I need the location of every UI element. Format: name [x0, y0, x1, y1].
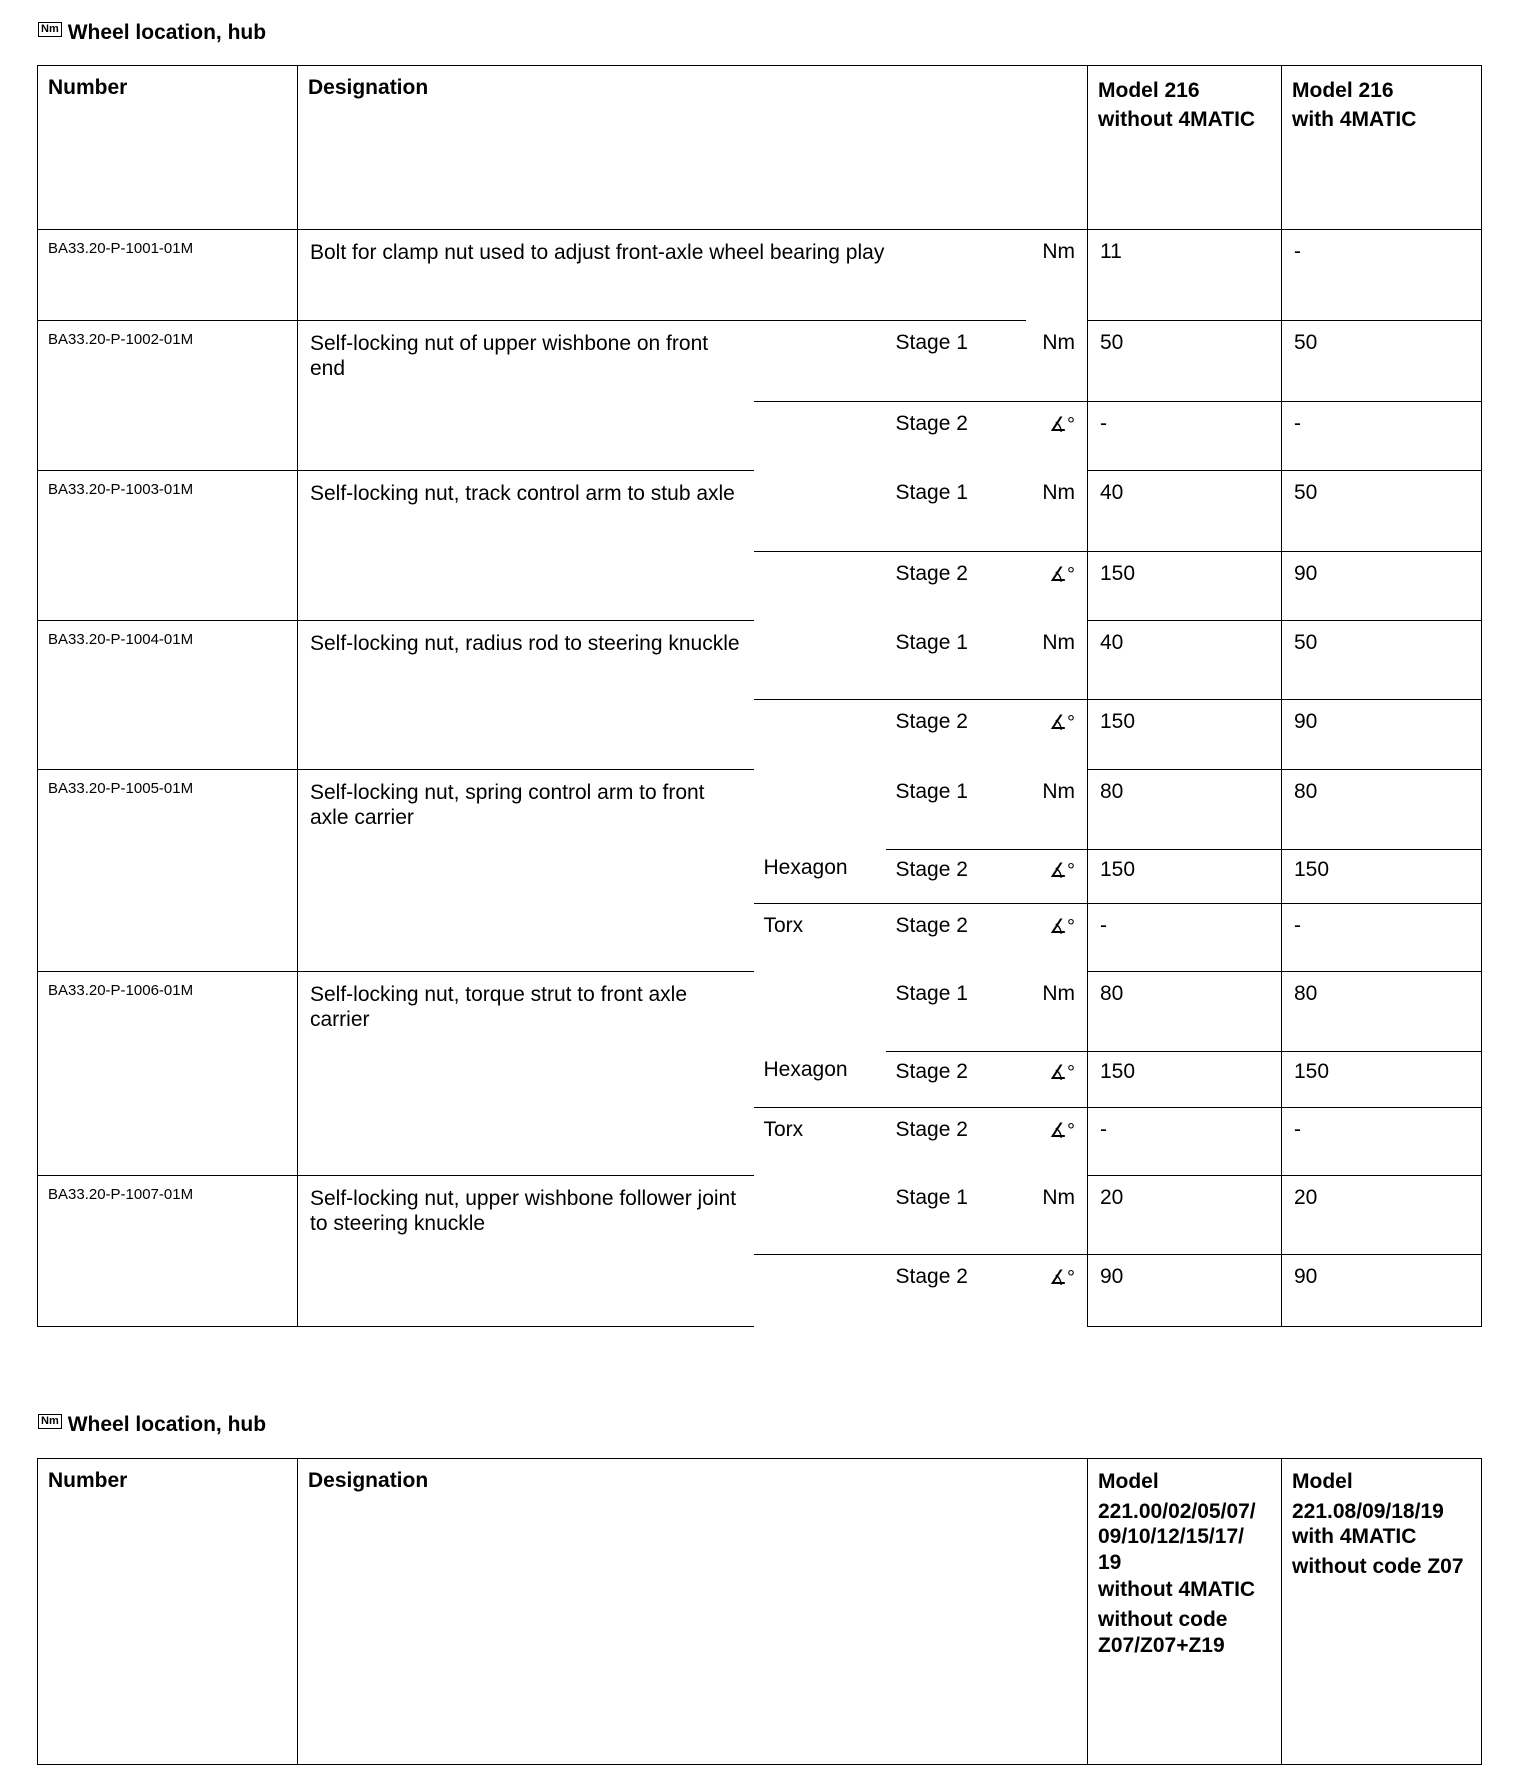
variant-label: Torx — [754, 904, 886, 972]
value-without-4matic: 150 — [1088, 700, 1282, 770]
section-title-text: Wheel location, hub — [67, 1413, 267, 1436]
value-with-4matic: 150 — [1282, 850, 1482, 904]
section-title — [38, 20, 266, 46]
table-row — [38, 471, 1482, 552]
stage-label: Stage 1 — [895, 480, 968, 504]
value-with-4matic: - — [1282, 1108, 1482, 1176]
value-with-4matic: 20 — [1282, 1176, 1482, 1255]
torque-nm-icon: Nm — [38, 22, 62, 37]
stage-label: Stage 1 — [895, 331, 968, 354]
value-without-4matic: 150 — [1088, 552, 1282, 621]
unit-nm: Nm — [1026, 621, 1088, 700]
torque-table — [37, 65, 1482, 1327]
header-model-221-with-4matic: Model 221.08/09/18/19 with 4MATIC without code Z07 — [1282, 1459, 1482, 1765]
stage-label: Stage 1 — [895, 630, 968, 654]
stage-label: Stage 2 — [886, 1108, 1026, 1176]
table-header-row — [38, 1459, 1482, 1765]
table-row — [38, 321, 1482, 402]
value-with-4matic: - — [1282, 230, 1482, 321]
row-number: BA33.20-P-1007-01M — [38, 1176, 298, 1327]
value-without-4matic: - — [1088, 1108, 1282, 1176]
variant-label: Torx — [754, 1108, 886, 1176]
table-row — [38, 770, 1482, 850]
variant-label: Hexagon — [763, 855, 848, 879]
header-designation: Designation — [298, 66, 1088, 230]
angle-degree-icon: ∡° — [1026, 552, 1088, 621]
value-without-4matic: 150 — [1088, 1052, 1282, 1108]
value-without-4matic: 40 — [1088, 471, 1282, 552]
value-without-4matic: 50 — [1088, 321, 1282, 402]
value-with-4matic: 80 — [1282, 770, 1482, 850]
header-model-without-4matic: Model 216 without 4MATIC — [1088, 66, 1282, 230]
value-with-4matic: - — [1282, 402, 1482, 471]
row-designation: Self-locking nut, upper wishbone follower joint to steering knuckle — [298, 1176, 754, 1327]
row-number: BA33.20-P-1004-01M — [38, 621, 298, 770]
torque-nm-icon: Nm — [38, 1414, 62, 1429]
unit-nm: Nm — [1026, 1176, 1088, 1255]
value-without-4matic: 80 — [1088, 770, 1282, 850]
header-model-221-without-4matic: Model 221.00/02/05/07/ 09/10/12/15/17/ 19 without 4MATIC without code Z07/Z07+Z19 — [1088, 1459, 1282, 1765]
unit-nm: Nm — [1026, 471, 1088, 552]
value-without-4matic: 150 — [1088, 850, 1282, 904]
value-without-4matic: 20 — [1088, 1176, 1282, 1255]
value-with-4matic: 80 — [1282, 972, 1482, 1052]
torque-table-2 — [37, 1458, 1482, 1765]
header-model-with-4matic: Model 216 with 4MATIC — [1282, 66, 1482, 230]
unit-nm: Nm — [1026, 972, 1088, 1052]
angle-degree-icon: ∡° — [1026, 1052, 1088, 1108]
value-without-4matic: - — [1088, 904, 1282, 972]
stage-label: Stage 2 — [886, 1052, 1026, 1108]
section-title — [38, 1412, 266, 1438]
stage-label: Stage 1 — [895, 1185, 968, 1209]
angle-degree-icon: ∡° — [1026, 1108, 1088, 1176]
row-number: BA33.20-P-1003-01M — [38, 471, 298, 621]
table-row — [38, 230, 1482, 321]
row-number: BA33.20-P-1006-01M — [38, 972, 298, 1176]
table-row — [38, 972, 1482, 1052]
angle-degree-icon: ∡° — [1026, 904, 1088, 972]
stage-label: Stage 2 — [886, 700, 1026, 770]
row-designation: Self-locking nut of upper wishbone on front end — [298, 321, 754, 471]
variant-label: Hexagon — [763, 1057, 848, 1081]
stage-label: Stage 2 — [886, 1255, 1026, 1327]
value-without-4matic: 90 — [1088, 1255, 1282, 1327]
stage-label: Stage 2 — [886, 904, 1026, 972]
angle-degree-icon: ∡° — [1026, 850, 1088, 904]
header-designation: Designation — [298, 1459, 1088, 1765]
value-with-4matic: 90 — [1282, 700, 1482, 770]
angle-degree-icon: ∡° — [1026, 402, 1088, 471]
table-row — [38, 621, 1482, 700]
stage-label: Stage 2 — [886, 552, 1026, 621]
stage-label: Stage 1 — [895, 779, 968, 803]
value-without-4matic: 40 — [1088, 621, 1282, 700]
stage-label: Stage 1 — [895, 981, 968, 1005]
header-number: Number — [38, 1459, 298, 1765]
value-without-4matic: 80 — [1088, 972, 1282, 1052]
row-designation: Self-locking nut, torque strut to front axle carrier — [298, 972, 754, 1176]
value-with-4matic: 50 — [1282, 621, 1482, 700]
angle-degree-icon: ∡° — [1026, 1255, 1088, 1327]
unit-nm: Nm — [1026, 321, 1088, 402]
section-title-text: Wheel location, hub — [67, 21, 267, 44]
row-designation: Self-locking nut, radius rod to steering knuckle — [298, 621, 754, 770]
angle-degree-icon: ∡° — [1026, 700, 1088, 770]
table-header-row — [38, 66, 1482, 230]
value-without-4matic: - — [1088, 402, 1282, 471]
stage-label: Stage 2 — [886, 850, 1026, 904]
value-with-4matic: 150 — [1282, 1052, 1482, 1108]
row-number: BA33.20-P-1001-01M — [38, 230, 298, 321]
value-without-4matic: 11 — [1088, 230, 1282, 321]
header-number: Number — [38, 66, 298, 230]
value-with-4matic: - — [1282, 904, 1482, 972]
unit-nm: Nm — [1026, 230, 1088, 321]
table-row — [38, 1176, 1482, 1255]
row-designation: Self-locking nut, spring control arm to front axle carrier — [298, 770, 754, 972]
value-with-4matic: 50 — [1282, 471, 1482, 552]
stage-label: Stage 2 — [886, 402, 1026, 471]
value-with-4matic: 50 — [1282, 321, 1482, 402]
value-with-4matic: 90 — [1282, 1255, 1482, 1327]
row-number: BA33.20-P-1002-01M — [38, 321, 298, 471]
row-designation: Self-locking nut, track control arm to stub axle — [298, 471, 754, 621]
row-number: BA33.20-P-1005-01M — [38, 770, 298, 972]
row-designation: Bolt for clamp nut used to adjust front-axle wheel bearing play — [298, 230, 1026, 321]
unit-nm: Nm — [1026, 770, 1088, 850]
value-with-4matic: 90 — [1282, 552, 1482, 621]
